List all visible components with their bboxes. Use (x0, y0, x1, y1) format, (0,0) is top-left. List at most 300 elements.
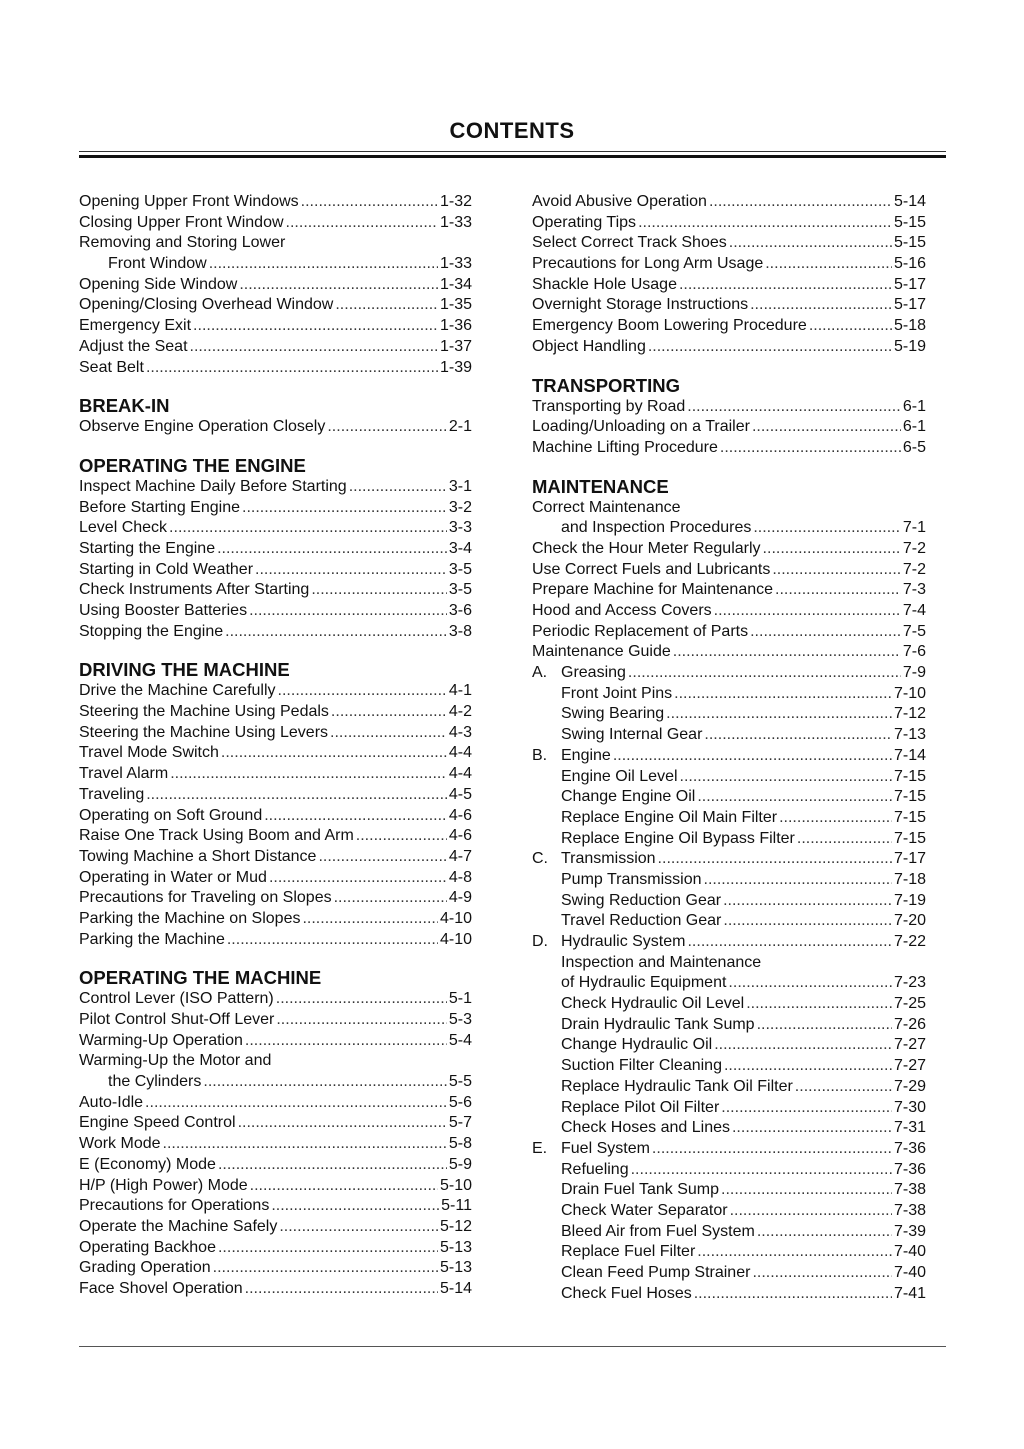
dot-leader (757, 1015, 892, 1036)
toc-entry-title: Stopping the Engine (79, 622, 224, 640)
toc-entry-using-booster-batteries[interactable] (79, 601, 472, 622)
toc-entry-page-number: 7-15 (893, 829, 926, 847)
toc-entry-title: Check Fuel Hoses (561, 1284, 692, 1302)
toc-entry-title: Adjust the Seat (79, 337, 188, 355)
dot-leader (203, 1072, 447, 1093)
toc-entry-title: Swing Bearing (561, 705, 665, 723)
toc-entry-check-hoses-and-lines[interactable] (532, 1118, 926, 1139)
toc-entry-hood-and-access-covers[interactable] (532, 601, 926, 622)
toc-entry-title: Drain Hydraulic Tank Sump (561, 1015, 755, 1033)
dot-leader (750, 295, 892, 316)
toc-entry-title: of Hydraulic Equipment (561, 974, 727, 992)
toc-entry-page-number: 6-1 (902, 418, 926, 436)
dot-leader (190, 337, 438, 358)
toc-entry-precautions-for-operations[interactable] (79, 1196, 472, 1217)
toc-entry-bleed-air-from-fuel-system[interactable] (532, 1222, 926, 1243)
dot-leader (648, 337, 892, 358)
toc-entry-and-inspection-procedures[interactable] (532, 518, 926, 539)
dot-leader (750, 622, 901, 643)
toc-entry-page-number: 1-35 (439, 296, 472, 314)
dot-leader (714, 601, 901, 622)
toc-entry-seat-belt[interactable] (79, 358, 472, 379)
section-heading-transporting: TRANSPORTING (532, 374, 680, 396)
toc-entry-title: Pilot Control Shut-Off Lever (79, 1011, 275, 1028)
dot-leader (746, 994, 892, 1015)
toc-entry-clean-feed-pump-strainer[interactable] (532, 1263, 926, 1284)
toc-entry-front-window[interactable] (79, 254, 472, 275)
toc-entry-page-number: 5-16 (893, 255, 926, 273)
dot-leader (613, 746, 892, 767)
toc-entry-title: Emergency Boom Lowering Procedure (532, 317, 807, 335)
toc-entry-page-number: 7-13 (893, 726, 926, 744)
dot-leader (276, 1010, 447, 1031)
toc-entry-title: Check the Hour Meter Regularly (532, 539, 761, 557)
toc-entry-label: B. (532, 746, 548, 764)
toc-entry-page-number: 4-6 (448, 827, 472, 845)
toc-entry-title: Avoid Abusive Operation (532, 193, 707, 210)
dot-leader (255, 560, 447, 581)
toc-entry-grading-operation[interactable] (79, 1258, 472, 1279)
toc-entry-warming-up-operation[interactable] (79, 1031, 472, 1052)
toc-entry-page-number: 7-31 (893, 1119, 926, 1137)
toc-entry-overnight-storage-instructions[interactable] (532, 295, 926, 316)
toc-entry-title: Control Lever (ISO Pattern) (79, 990, 274, 1008)
toc-entry-starting-the-engine[interactable] (79, 539, 472, 560)
toc-entry-page-number: 7-18 (893, 870, 926, 888)
toc-entry-control-lever-iso-pattern[interactable] (79, 989, 472, 1010)
toc-entry-title: Auto-Idle (79, 1093, 144, 1111)
toc-entry-replace-hydraulic-tank-oil-filter[interactable] (532, 1077, 926, 1098)
toc-entry-title: Parking the Machine (79, 930, 225, 948)
dot-leader (264, 806, 447, 827)
toc-entry-title: Operating Backhoe (79, 1238, 216, 1256)
toc-entry-title: Refueling (561, 1160, 629, 1178)
toc-entry-title: Engine Oil Level (561, 767, 678, 785)
toc-entry-title: Replace Engine Oil Bypass Filter (561, 829, 795, 847)
toc-entry-page-number: 4-4 (448, 765, 472, 783)
dot-leader (163, 1134, 447, 1155)
toc-entry-replace-engine-oil-main-filter[interactable] (532, 808, 926, 829)
toc-entry-title: Hydraulic System (561, 933, 686, 950)
toc-entry-title: Periodic Replacement of Parts (532, 622, 749, 640)
toc-entry-hydraulic-system[interactable] (532, 932, 926, 953)
toc-entry-engine-speed-control[interactable] (79, 1113, 472, 1134)
toc-entry-page-number: 6-1 (902, 397, 926, 415)
toc-entry-page-number: 1-39 (439, 358, 472, 376)
toc-entry-page-number: 7-3 (902, 581, 926, 599)
dot-leader (631, 1160, 892, 1181)
dot-leader (697, 1242, 892, 1263)
toc-entry-page-number: 5-14 (893, 193, 926, 210)
dot-leader (318, 847, 446, 868)
toc-entry-title: Travel Alarm (79, 765, 169, 783)
toc-entry-page-number: 7-25 (893, 995, 926, 1013)
toc-entry-adjust-the-seat[interactable] (79, 337, 472, 358)
toc-entry-operate-the-machine-safely[interactable] (79, 1217, 472, 1238)
toc-entry-title: Precautions for Operations (79, 1197, 270, 1215)
toc-entry-title: and Inspection Procedures (561, 519, 752, 537)
dot-leader (809, 316, 892, 337)
toc-entry-steering-the-machine-using-levers[interactable] (79, 723, 472, 744)
toc-entry-page-number: 7-1 (902, 519, 926, 537)
toc-entry-traveling[interactable] (79, 785, 472, 806)
toc-entry-face-shovel-operation[interactable] (79, 1279, 472, 1300)
toc-entry-check-the-hour-meter-regularly[interactable] (532, 539, 926, 560)
toc-entry-check-water-separator[interactable] (532, 1201, 926, 1222)
toc-entry-page-number: 1-33 (439, 213, 472, 231)
toc-entry-swing-bearing[interactable] (532, 704, 926, 725)
toc-entry-select-correct-track-shoes[interactable] (532, 233, 926, 254)
toc-entry-title: Select Correct Track Shoes (532, 234, 727, 252)
dot-leader (301, 192, 438, 213)
toc-entry-steering-the-machine-using-pedals[interactable] (79, 702, 472, 723)
toc-entry-page-number: 4-8 (448, 868, 472, 886)
toc-entry-drain-fuel-tank-sump[interactable] (532, 1180, 926, 1201)
toc-entry-swing-reduction-gear[interactable] (532, 891, 926, 912)
toc-entry-front-joint-pins[interactable] (532, 684, 926, 705)
toc-entry-the-cylinders[interactable] (79, 1072, 472, 1093)
dot-leader (331, 702, 447, 723)
toc-entry-page-number: 1-36 (439, 317, 472, 335)
dot-leader (356, 826, 447, 847)
dot-leader (694, 1284, 892, 1305)
toc-entry-title: Use Correct Fuels and Lubricants (532, 560, 771, 578)
dot-leader (638, 213, 892, 234)
toc-entry-check-hydraulic-oil-level[interactable] (532, 994, 926, 1015)
toc-entry-suction-filter-cleaning[interactable] (532, 1056, 926, 1077)
toc-entry-page-number: 7-15 (893, 788, 926, 806)
toc-entry-label: E. (532, 1139, 548, 1157)
toc-entry-precautions-for-long-arm-usage[interactable] (532, 254, 926, 275)
toc-entry-use-correct-fuels-and-lubricants[interactable] (532, 560, 926, 581)
toc-entry-page-number: 5-11 (441, 1197, 472, 1215)
dot-leader (732, 1118, 892, 1139)
toc-entry-travel-mode-switch[interactable] (79, 743, 472, 764)
dot-leader (193, 316, 438, 337)
toc-entry-transporting-by-road[interactable] (532, 397, 926, 418)
toc-entry-shackle-hole-usage[interactable] (532, 275, 926, 296)
dot-leader (227, 930, 438, 951)
toc-entry-title: Greasing (561, 664, 626, 682)
dot-leader (763, 539, 901, 560)
dot-leader (723, 891, 892, 912)
toc-entry-operating-backhoe[interactable] (79, 1238, 472, 1259)
toc-entry-parking-the-machine-on-slopes[interactable] (79, 909, 472, 930)
dot-leader (728, 973, 892, 994)
toc-entry-title: Check Instruments After Starting (79, 581, 310, 599)
dot-leader (249, 601, 447, 622)
toc-entry-loading-unloading-on-a-trailer[interactable] (532, 417, 926, 438)
dot-leader (714, 1035, 892, 1056)
toc-entry-title: Travel Reduction Gear (561, 912, 722, 930)
toc-entry-title: Towing Machine a Short Distance (79, 847, 317, 865)
toc-entry-page-number: 5-10 (439, 1176, 472, 1194)
toc-entry-page-number: 5-9 (448, 1155, 472, 1173)
toc-entry-page-number: 7-2 (902, 560, 926, 578)
toc-entry-refueling[interactable] (532, 1160, 926, 1181)
dot-leader (721, 1180, 892, 1201)
dot-leader (146, 358, 438, 379)
toc-entry-title: Operating Tips (532, 213, 637, 231)
toc-entry-page-number: 3-1 (448, 477, 472, 495)
toc-entry-page-number: 1-34 (439, 275, 472, 293)
toc-entry-page-number: 7-27 (893, 1057, 926, 1075)
toc-entry-page-number: 7-22 (893, 933, 926, 950)
toc-entry-title: Starting the Engine (79, 539, 216, 557)
dot-leader (225, 622, 447, 643)
toc-entry-page-number: 5-8 (448, 1135, 472, 1153)
toc-entry-page-number: 3-6 (448, 602, 472, 619)
toc-entry-engine[interactable] (532, 746, 926, 767)
toc-entry-page-number: 7-36 (893, 1160, 926, 1178)
dot-leader (752, 417, 901, 438)
toc-entry-title: Work Mode (79, 1135, 161, 1153)
toc-entry-page-number: 7-40 (893, 1264, 926, 1281)
toc-entry-emergency-boom-lowering-procedure[interactable] (532, 316, 926, 337)
toc-entry-page-number: 6-5 (902, 438, 926, 456)
toc-entry-title: Transporting by Road (532, 397, 686, 415)
toc-entry-heading-line: Warming-Up the Motor and (79, 1052, 272, 1070)
toc-entry-page-number: 4-10 (439, 930, 472, 948)
toc-entry-operating-tips[interactable] (532, 213, 926, 234)
toc-entry-page-number: 5-17 (893, 275, 926, 293)
dot-leader (278, 681, 447, 702)
toc-entry-title: Object Handling (532, 337, 646, 355)
toc-entry-title: H/P (High Power) Mode (79, 1176, 248, 1194)
section-heading-driving-the-machine: DRIVING THE MACHINE (79, 659, 290, 681)
section-heading-operating-the-engine: OPERATING THE ENGINE (79, 454, 306, 476)
toc-entry-page-number: 5-4 (448, 1031, 472, 1049)
toc-entry-title: the Cylinders (108, 1073, 202, 1091)
toc-entry-maintenance-guide[interactable] (532, 642, 926, 663)
toc-entry-title: Swing Internal Gear (561, 726, 703, 744)
toc-entry-observe-engine-operation-closely[interactable] (79, 417, 472, 438)
toc-entry-label: C. (532, 850, 548, 868)
toc-entry-page-number: 5-18 (893, 317, 926, 335)
dot-leader (245, 1031, 447, 1052)
toc-entry-precautions-for-traveling-on-slopes[interactable] (79, 888, 472, 909)
toc-entry-page-number: 7-17 (893, 850, 926, 868)
toc-entry-check-instruments-after-starting[interactable] (79, 580, 472, 601)
toc-entry-pilot-control-shut-off-lever[interactable] (79, 1010, 472, 1031)
toc-entry-title: Suction Filter Cleaning (561, 1057, 722, 1075)
toc-entry-title: Front Joint Pins (561, 684, 673, 702)
toc-entry-page-number: 7-15 (893, 767, 926, 785)
toc-entry-page-number: 5-17 (893, 296, 926, 314)
toc-entry-title: Drain Fuel Tank Sump (561, 1181, 719, 1199)
toc-entry-e-economy-mode[interactable] (79, 1155, 472, 1176)
dot-leader (721, 1098, 892, 1119)
dot-leader (239, 275, 438, 296)
toc-entry-page-number: 5-1 (448, 990, 472, 1008)
toc-entry-operating-on-soft-ground[interactable] (79, 806, 472, 827)
toc-entry-title: Clean Feed Pump Strainer (561, 1264, 751, 1281)
toc-entry-page-number: 5-7 (448, 1114, 472, 1132)
toc-entry-title: Using Booster Batteries (79, 602, 248, 619)
toc-entry-page-number: 7-27 (893, 1036, 926, 1054)
dot-leader (213, 1258, 438, 1279)
toc-entry-machine-lifting-procedure[interactable] (532, 438, 926, 459)
toc-entry-title: Grading Operation (79, 1259, 211, 1277)
toc-entry-transmission[interactable] (532, 849, 926, 870)
toc-entry-opening-closing-overhead-window[interactable] (79, 295, 472, 316)
toc-entry-title: Shackle Hole Usage (532, 275, 677, 293)
toc-entry-travel-alarm[interactable] (79, 764, 472, 785)
toc-entry-raise-one-track-using-boom-and-arm[interactable] (79, 826, 472, 847)
dot-leader (269, 868, 447, 889)
toc-entry-page-number: 1-32 (439, 193, 472, 210)
toc-entry-title: Loading/Unloading on a Trailer (532, 418, 750, 436)
toc-entry-title: Drive the Machine Carefully (79, 682, 276, 700)
dot-leader (238, 1113, 447, 1134)
toc-entry-page-number: 3-8 (448, 622, 472, 640)
dot-leader (753, 518, 901, 539)
toc-entry-page-number: 4-7 (448, 847, 472, 865)
toc-entry-emergency-exit[interactable] (79, 316, 472, 337)
dot-leader (697, 787, 892, 808)
toc-entry-page-number: 7-15 (893, 808, 926, 826)
toc-entry-page-number: 7-20 (893, 912, 926, 930)
dot-leader (724, 1056, 892, 1077)
dot-leader (775, 580, 901, 601)
toc-entry-parking-the-machine[interactable] (79, 930, 472, 951)
toc-entry-page-number: 5-5 (448, 1073, 472, 1091)
toc-entry-page-number: 4-4 (448, 744, 472, 762)
dot-leader (795, 1077, 892, 1098)
toc-entry-page-number: 3-4 (448, 539, 472, 557)
footer-rule (79, 1346, 946, 1347)
dot-leader (330, 723, 447, 744)
toc-entry-pump-transmission[interactable] (532, 870, 926, 891)
dot-leader (218, 1155, 447, 1176)
dot-leader (687, 397, 901, 418)
toc-entry-title: Raise One Track Using Boom and Arm (79, 827, 354, 845)
toc-entry-of-hydraulic-equipment[interactable] (532, 973, 926, 994)
toc-entry-page-number: 1-37 (439, 337, 472, 355)
toc-entry-page-number: 4-3 (448, 723, 472, 741)
toc-entry-page-number: 5-3 (448, 1011, 472, 1028)
toc-entry-object-handling[interactable] (532, 337, 926, 358)
toc-entry-title: Before Starting Engine (79, 498, 240, 516)
toc-entry-drain-hydraulic-tank-sump[interactable] (532, 1015, 926, 1036)
contents-column-left (79, 192, 472, 1300)
toc-entry-page-number: 7-2 (902, 539, 926, 557)
toc-entry-fuel-system[interactable] (532, 1139, 926, 1160)
toc-entry-page-number: 7-29 (893, 1077, 926, 1095)
toc-entry-avoid-abusive-operation[interactable] (532, 192, 926, 213)
toc-entry-page-number: 7-38 (893, 1181, 926, 1199)
toc-entry-greasing[interactable] (532, 663, 926, 684)
toc-entry-before-starting-engine[interactable] (79, 498, 472, 519)
toc-entry-check-fuel-hoses[interactable] (532, 1284, 926, 1305)
toc-entry-title: Opening Upper Front Windows (79, 193, 299, 210)
toc-entry-title: Bleed Air from Fuel System (561, 1222, 755, 1240)
toc-entry-engine-oil-level[interactable] (532, 767, 926, 788)
toc-entry-opening-side-window[interactable] (79, 275, 472, 296)
toc-entry-replace-engine-oil-bypass-filter[interactable] (532, 829, 926, 850)
toc-entry-page-number: 4-9 (448, 889, 472, 907)
dot-leader (757, 1222, 892, 1243)
toc-entry-page-number: 5-12 (439, 1217, 472, 1235)
toc-entry-page-number: 4-10 (439, 909, 472, 927)
toc-entry-title: Operating in Water or Mud (79, 868, 267, 886)
dot-leader (146, 785, 447, 806)
dot-leader (704, 870, 892, 891)
toc-entry-travel-reduction-gear[interactable] (532, 911, 926, 932)
dot-leader (271, 1196, 439, 1217)
toc-entry-replace-fuel-filter[interactable] (532, 1242, 926, 1263)
dot-leader (217, 539, 447, 560)
toc-entry-title: Swing Reduction Gear (561, 891, 722, 909)
toc-entry-towing-machine-a-short-distance[interactable] (79, 847, 472, 868)
toc-entry-page-number: 7-40 (893, 1243, 926, 1261)
toc-entry-title: Inspect Machine Daily Before Starting (79, 477, 347, 495)
toc-entry-swing-internal-gear[interactable] (532, 725, 926, 746)
toc-entry-stopping-the-engine[interactable] (79, 622, 472, 643)
toc-entry-work-mode[interactable] (79, 1134, 472, 1155)
toc-entry-heading-line: Inspection and Maintenance (561, 953, 762, 971)
toc-entry-title: Emergency Exit (79, 317, 192, 335)
toc-entry-h-p-high-power-mode[interactable] (79, 1176, 472, 1197)
toc-entry-change-engine-oil[interactable] (532, 787, 926, 808)
toc-entry-starting-in-cold-weather[interactable] (79, 560, 472, 581)
dot-leader (673, 642, 901, 663)
dot-leader (242, 498, 447, 519)
toc-entry-page-number: 7-41 (893, 1284, 926, 1302)
toc-entry-title: Change Engine Oil (561, 788, 696, 806)
toc-entry-change-hydraulic-oil[interactable] (532, 1035, 926, 1056)
section-heading-break-in: BREAK-IN (79, 395, 170, 417)
toc-entry-auto-idle[interactable] (79, 1093, 472, 1114)
toc-entry-drive-the-machine-carefully[interactable] (79, 681, 472, 702)
toc-entry-title: Fuel System (561, 1139, 650, 1157)
dot-leader (729, 233, 892, 254)
dot-leader (704, 725, 892, 746)
dot-leader (221, 743, 447, 764)
toc-entry-title: Opening/Closing Overhead Window (79, 296, 334, 314)
toc-entry-inspect-machine-daily-before-starting[interactable] (79, 477, 472, 498)
header-rule-thick (79, 155, 946, 158)
toc-entry-page-number: 5-15 (893, 234, 926, 252)
toc-entry-title: Prepare Machine for Maintenance (532, 581, 774, 599)
toc-entry-replace-pilot-oil-filter[interactable] (532, 1098, 926, 1119)
toc-entry-title: Warming-Up Operation (79, 1031, 243, 1049)
toc-entry-title: Maintenance Guide (532, 643, 671, 661)
toc-entry-page-number: 7-38 (893, 1201, 926, 1219)
toc-entry-title: Front Window (108, 255, 207, 273)
toc-entry-title: Operate the Machine Safely (79, 1217, 278, 1235)
dot-leader (327, 417, 447, 438)
toc-entry-title: Replace Hydraulic Tank Oil Filter (561, 1077, 793, 1095)
toc-entry-level-check[interactable] (79, 518, 472, 539)
toc-entry-operating-in-water-or-mud[interactable] (79, 868, 472, 889)
toc-entry-periodic-replacement-of-parts[interactable] (532, 622, 926, 643)
dot-leader (334, 888, 447, 909)
toc-entry-title: Parking the Machine on Slopes (79, 909, 301, 927)
toc-entry-heading-line: Correct Maintenance (532, 498, 681, 516)
toc-entry-prepare-machine-for-maintenance[interactable] (532, 580, 926, 601)
toc-entry-opening-upper-front-windows[interactable] (79, 192, 472, 213)
dot-leader (628, 663, 901, 684)
section-heading-maintenance: MAINTENANCE (532, 475, 669, 497)
page-title: CONTENTS (449, 118, 575, 143)
dot-leader (250, 1176, 438, 1197)
header-rule-thin (79, 151, 946, 152)
dot-leader (652, 1139, 892, 1160)
toc-entry-closing-upper-front-window[interactable] (79, 213, 472, 234)
toc-entry-page-number: 1-33 (439, 255, 472, 273)
toc-entry-page-number: 5-6 (448, 1093, 472, 1111)
